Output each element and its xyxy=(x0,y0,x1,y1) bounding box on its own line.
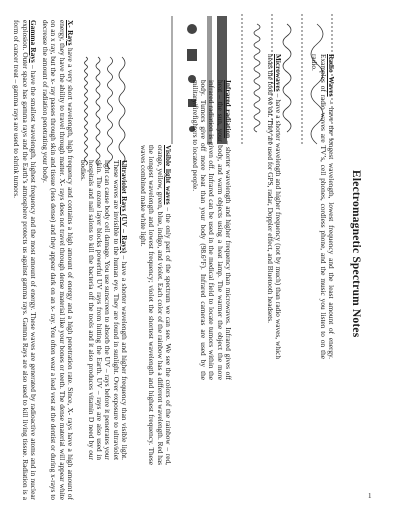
infrared-text: – shorter wavelength and higher frequency than microwaves. Infrared gives off heat – the sun, your body, and warm objects using a heat lamp. The warmer the object the more infrared radiation is given off. Infrared can be used in the medical field to locate tumors within the body. Tumors give off more heat than your body (98.6°F). Infrared cameras are used by the military/firefighters to located people. xyxy=(190,80,233,381)
infrared-heading: Infrared radiation xyxy=(224,80,233,139)
visible-light-text: – the only part of the spectrum we can see. We see the colors of the rainbow – red, orange, yellow, green, blue, indigo, and violet. Each color of the rainbow has a different wavelength. Red has the longest wavelength and lowest frequency; violet the shortest wavelength and highest frequency. These waves combined make white light. xyxy=(139,145,173,465)
wavelength-waves-icon xyxy=(78,55,130,170)
page-title: Electromagnetic Spectrum Notes xyxy=(350,170,362,338)
ultraviolet-heading: Ultraviolet Rays (UV – Rays) xyxy=(120,160,129,254)
gamma-rays-paragraph xyxy=(12,20,37,500)
microwaves-paragraph xyxy=(265,54,282,359)
visible-light-heading: Visible light waves xyxy=(164,145,173,205)
microwaves-text: – have a shorter wavelength and higher frequency (not by much) than radio waves, which heats the food we eat. They are used for GPS, radar, Doppler effect, and Bluetooth headsets. xyxy=(265,54,283,359)
radio-waves-heading: Radio Waves xyxy=(327,54,336,97)
gamma-rays-text: – have the smallest wavelength, highest frequency and the most amount of energy. These waves are generated by radioactive atoms and in nuclear explosion. Outer space has gamma rays and the Earth’s atmosphere protects us against gamma rays. Gamma Rays are also used to kill living tissue. Radiation is a form of cancer treat – gamma rays are used to shrink tumors. xyxy=(12,20,38,500)
gamma-rays-heading: Gamma Rays xyxy=(29,20,38,63)
microwaves-heading: Microwaves xyxy=(274,54,283,92)
infrared-paragraph xyxy=(191,80,232,380)
xrays-text: have a very short wavelength, high frequency and contains a high amount of energy and a high penetration rate. Since, X- rays have a high amount of energy, they have the ability to travel through matter. X- rays does not travel through dense material like your bones or teeth. The dense material will appear white on an x ray, but the x- ray passes through skin and tissue (less dense) and they appear dark on an x- ray. You often wear a lead vest at the dentist or during x-rays to decrease the amount of radiation penetrating your body. xyxy=(41,20,75,500)
radio-waves-paragraph xyxy=(310,54,335,359)
ultraviolet-text: – have a shorter wavelength and higher frequency than visible light. These waves are invisible to the human eye. They are found in sunlight. Over exposure to ultraviolet light can cause body cell damage. You use sunscreen to absorb the UV – rays before it penetrates your skin. The ozone layer blocks powerful UV rays from hitting the Earth. UV – rays are also used in hospitals and nail salons to kill the bacteria off the tools and it also produces vitamin D need by our bodies. xyxy=(78,160,129,460)
xrays-paragraph xyxy=(41,20,74,500)
xrays-heading: X- Rays xyxy=(66,20,75,46)
ultraviolet-paragraph xyxy=(78,160,128,460)
visible-light-paragraph xyxy=(139,145,172,465)
page-number: 1 xyxy=(368,492,372,500)
radio-waves-text: – have the longest wavelength, lowest frequency and the least amount of energy. Examples of radio waves are TV’s, cell phones, cordless phone, and the music you listen to on the radio. xyxy=(310,54,336,359)
